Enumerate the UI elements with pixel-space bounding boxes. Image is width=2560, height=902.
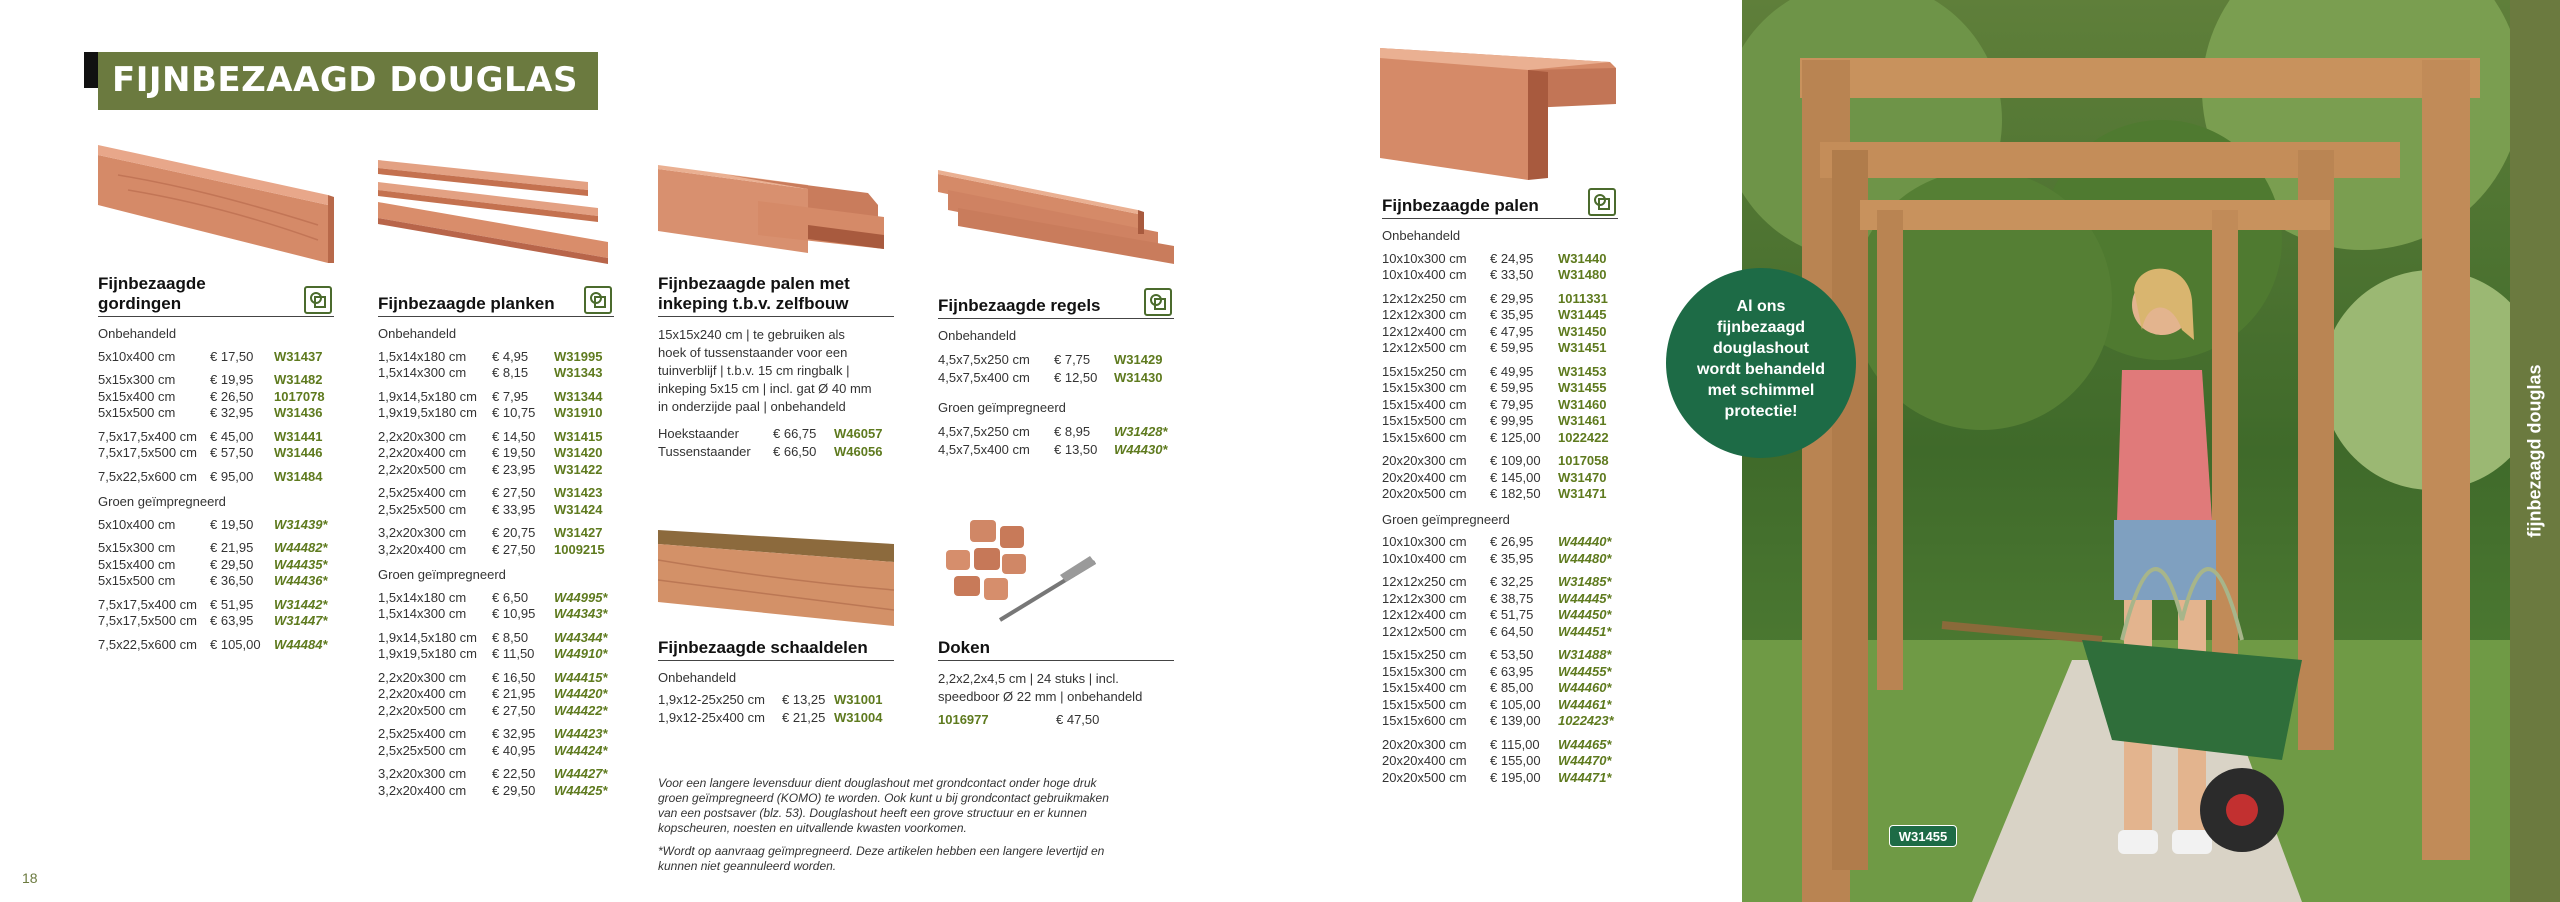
fsc-certified-icon [1144,288,1172,316]
article-number-cell: W31995 [554,348,603,364]
gordingen-image [98,145,334,265]
price-cell: € 13,25 [782,692,826,707]
article-number-cell: W31461 [1558,413,1607,428]
article-number-cell: W44482* [274,540,328,555]
doken-image [940,520,1100,630]
palen-image [1380,48,1616,180]
size-cell: 4,5x7,5x250 cm [938,424,1030,439]
article-number-cell: W44422* [554,702,608,718]
article-number-cell: W44471* [1558,769,1612,785]
size-cell: 5x15x400 cm [98,556,176,572]
side-label: fijnbezaagd douglas [2524,364,2545,538]
article-number-cell: W44461* [1558,696,1612,712]
article-number-cell: W31445 [1558,307,1607,322]
article-number-cell: W46057 [834,426,883,441]
gordingen-title-rule [98,316,334,317]
size-cell: 1,9x19,5x180 cm [378,646,478,661]
size-cell: 10x10x300 cm [1382,534,1467,549]
price-cell: € 26,95 [1490,534,1534,549]
size-cell: 15x15x300 cm [1382,380,1467,395]
size-cell: 2,5x25x400 cm [378,485,467,500]
badge-line: wordt behandeld [1697,361,1825,378]
price-cell: € 35,95 [1490,307,1534,322]
doken-description: 2,2x2,2x4,5 cm | 24 stuks | incl. [938,671,1119,686]
article-number-cell: W31471 [1558,486,1607,501]
palen-section-label: Groen geïmpregneerd [1382,511,1510,527]
price-cell: € 53,50 [1490,647,1534,662]
price-cell: € 33,95 [492,501,536,517]
size-cell: 2,5x25x500 cm [378,501,467,517]
size-cell: 20x20x300 cm [1382,736,1467,752]
price-cell: € 32,95 [210,405,254,420]
regels-image [938,170,1174,266]
inkeping-title-rule [658,316,894,317]
price-cell: € 16,50 [492,669,536,685]
palen-title: Fijnbezaagde palen [1382,196,1539,215]
schaaldelen-title: Fijnbezaagde schaaldelen [658,638,868,657]
size-cell: 3,2x20x400 cm [378,541,467,557]
treatment-badge-text [1666,296,1856,422]
size-cell: 7,5x17,5x500 cm [98,613,198,628]
size-cell: 1,5x14x300 cm [378,365,467,380]
gordingen-section-label: Onbehandeld [98,326,177,341]
article-number-cell: W44445* [1558,590,1612,606]
size-cell: 1,9x19,5x180 cm [378,405,478,420]
article-number-cell: W46056 [834,444,883,459]
size-cell: 1,5x14x180 cm [378,589,467,605]
article-number-cell: W44436* [274,573,328,588]
size-cell: 5x15x500 cm [98,405,176,420]
size-cell: 12x12x250 cm [1382,574,1467,589]
price-cell: € 11,50 [492,646,535,661]
size-cell: 12x12x300 cm [1382,307,1467,322]
article-number-cell: 1022423* [1558,713,1614,728]
article-number-cell: 1017078 [274,388,325,404]
size-cell: 7,5x17,5x400 cm [98,596,198,612]
article-number-cell: W31415 [554,428,603,444]
size-cell: 15x15x250 cm [1382,647,1467,662]
article-number-cell: W44460* [1558,680,1612,695]
article-number-cell: W31439* [274,516,328,532]
price-cell: € 26,50 [210,388,254,404]
size-cell: 4,5x7,5x250 cm [938,352,1030,367]
care-note-line: Voor een langere levensduur dient douglashout met grondcontact onder hoge druk [658,776,1097,790]
gordingen-title: Fijnbezaagde [98,274,206,293]
price-cell: € 51,75 [1490,607,1534,622]
size-cell: 2,2x20x500 cm [378,702,467,718]
price-cell: € 59,95 [1490,380,1534,395]
size-cell: 1,5x14x300 cm [378,606,467,621]
article-number-cell: W31441 [274,428,323,444]
care-note [658,776,1198,836]
price-cell: € 109,00 [1490,453,1541,468]
size-cell: 12x12x500 cm [1382,623,1467,639]
inkeping-image [658,165,884,257]
size-cell: 12x12x500 cm [1382,340,1467,355]
size-cell: 5x10x400 cm [98,348,176,364]
price-cell: € 6,50 [492,589,529,605]
size-cell: 2,2x20x400 cm [378,445,467,460]
price-cell: € 63,95 [210,613,254,628]
palen-title-rule [1382,218,1618,219]
palen-section-label: Onbehandeld [1382,228,1461,243]
price-cell: € 32,25 [1490,574,1534,589]
price-cell: € 14,50 [492,428,536,444]
article-number-cell: W31453 [1558,363,1607,379]
price-cell: € 19,50 [492,445,536,460]
article-number-cell: W31446 [274,445,323,460]
price-cell: € 49,95 [1490,363,1534,379]
size-cell: 1,5x14x180 cm [378,348,467,364]
article-number-cell: W44465* [1558,736,1612,752]
size-cell: 12x12x400 cm [1382,323,1467,339]
article-number-cell: 1022422 [1558,429,1609,445]
doken-description: speedboor Ø 22 mm | onbehandeld [938,689,1143,704]
size-cell: 20x20x400 cm [1382,469,1467,485]
size-cell: 15x15x400 cm [1382,396,1467,412]
size-cell: 7,5x22,5x600 cm [98,636,198,652]
planken-title: Fijnbezaagde planken [378,294,555,313]
size-cell: 7,5x17,5x400 cm [98,428,198,444]
article-number-cell: W44420* [554,686,608,701]
size-cell: 15x15x400 cm [1382,680,1467,695]
price-cell: € 10,75 [492,405,536,420]
badge-line: protectie! [1724,403,1798,420]
article-number-cell: W44424* [554,742,608,758]
price-cell: € 40,95 [492,742,536,758]
article-number-cell: W31484 [274,468,323,484]
article-number-cell: W31910 [554,405,603,420]
schaaldelen-title-rule [658,660,894,661]
inkeping-description: 15x15x240 cm | te gebruiken als [658,327,845,342]
price-cell: € 79,95 [1490,396,1534,412]
fsc-certified-icon [304,286,332,314]
price-cell: € 29,50 [210,556,254,572]
article-number-cell: 1016977 [938,712,989,727]
article-number-cell: W31488* [1558,647,1612,662]
article-number-cell: W31422 [554,461,603,477]
care-note-line: van een postsaver (blz. 53). Douglashout heeft een grove structuur en er kunnen [658,806,1087,820]
price-cell: € 8,95 [1054,424,1091,439]
article-number-cell: W44455* [1558,663,1612,679]
price-cell: € 4,95 [492,348,529,364]
badge-line: fijnbezaagd [1716,319,1805,336]
size-cell: 4,5x7,5x400 cm [938,370,1030,385]
size-cell: 3,2x20x300 cm [378,766,467,781]
schaaldelen-image [658,530,894,634]
size-cell: 2,2x20x400 cm [378,686,467,701]
size-cell: 20x20x400 cm [1382,753,1467,768]
gordingen-title: gordingen [98,294,182,313]
price-cell: € 95,00 [210,468,254,484]
article-number-cell: W31001 [834,692,883,707]
article-number-cell: W31428* [1114,424,1168,439]
price-cell: € 20,75 [492,525,536,540]
price-cell: € 57,50 [210,445,254,460]
care-note-line: groen geïmpregneerd (KOMO) te worden. Ook kunt u bij grondcontact gebruikmaken [658,791,1109,805]
planken-section-label: Groen geïmpregneerd [378,567,506,582]
price-cell: € 32,95 [492,726,536,741]
article-number-cell: 1011331 [1558,290,1608,306]
article-number-cell: W31451 [1558,340,1607,355]
article-number-cell: W44425* [554,782,608,798]
price-cell: € 13,50 [1054,442,1098,457]
price-cell: € 63,95 [1490,663,1534,679]
price-cell: € 8,15 [492,365,529,380]
size-cell: 2,5x25x500 cm [378,742,467,758]
size-cell: 5x15x300 cm [98,540,176,555]
article-number-cell: W44484* [274,636,328,652]
size-cell: 10x10x400 cm [1382,550,1467,566]
price-cell: € 24,95 [1490,250,1534,266]
size-cell: 15x15x600 cm [1382,429,1467,445]
price-cell: € 7,95 [492,388,529,404]
regels-title-rule [938,318,1174,319]
size-cell: 15x15x250 cm [1382,363,1467,379]
price-cell: € 195,00 [1490,769,1541,785]
size-cell: 12x12x250 cm [1382,290,1467,306]
size-cell: 2,2x20x300 cm [378,428,467,444]
size-cell: 5x10x400 cm [98,516,176,532]
size-cell: 1,9x14,5x180 cm [378,629,478,645]
photo-article-tag: W31455 [1889,825,1957,847]
article-number-cell: W31436 [274,405,323,420]
article-number-cell: W31482 [274,372,323,387]
size-cell: 15x15x500 cm [1382,413,1467,428]
regels-section-label: Groen geïmpregneerd [938,400,1066,415]
price-cell: € 35,95 [1490,550,1534,566]
order-note-line: kunnen niet geannuleerd worden. [658,859,837,873]
size-cell: 7,5x17,5x500 cm [98,445,198,460]
article-number-cell: W31429 [1114,352,1163,367]
article-number-cell: W31427 [554,525,603,540]
article-number-cell: W31460 [1558,396,1607,412]
order-note-line: *Wordt op aanvraag geïmpregneerd. Deze artikelen hebben een langere levertijd en [658,844,1105,858]
article-number-cell: W44427* [554,766,608,781]
article-number-cell: W44480* [1558,550,1612,566]
size-cell: 1,9x12-25x400 cm [658,710,765,725]
article-number-cell: W31447* [274,613,328,628]
size-cell: 1,9x12-25x250 cm [658,692,765,707]
price-cell: € 155,00 [1490,753,1541,768]
price-cell: € 38,75 [1490,590,1534,606]
size-cell: 12x12x300 cm [1382,590,1467,606]
size-cell: 20x20x500 cm [1382,486,1467,501]
article-number-cell: W31004 [834,710,883,725]
badge-line: douglashout [1713,340,1809,357]
article-number-cell: W31343 [554,365,603,380]
size-cell: 12x12x400 cm [1382,607,1467,622]
size-cell: 2,2x20x500 cm [378,461,467,477]
article-number-cell: W44344* [554,629,608,645]
price-cell: € 19,50 [210,516,254,532]
article-number-cell: W44343* [554,606,608,621]
schaaldelen-section-label: Onbehandeld [658,670,737,685]
regels-title: Fijnbezaagde regels [938,296,1101,315]
price-cell: € 145,00 [1490,469,1541,485]
page-title: FIJNBEZAAGD DOUGLAS [112,60,578,100]
inkeping-description: hoek of tussenstaander voor een [658,345,848,360]
article-number-cell: W44415* [554,669,608,685]
inkeping-title: Fijnbezaagde palen met [658,274,850,293]
article-number-cell: W31430 [1114,370,1163,385]
price-cell: € 17,50 [210,348,254,364]
size-cell: Tussenstaander [658,444,751,459]
article-number-cell: W31424 [554,501,603,517]
price-cell: € 59,95 [1490,340,1534,355]
planken-title-rule [378,316,614,317]
price-cell: € 36,50 [210,573,254,588]
price-cell: € 182,50 [1490,486,1541,501]
article-number-cell: 1009215 [554,541,605,557]
regels-section-label: Onbehandeld [938,328,1017,343]
article-number-cell: W44910* [554,646,608,661]
price-cell: € 19,95 [210,372,254,387]
badge-line: met schimmel [1707,382,1815,399]
article-number-cell: W31437 [274,348,323,364]
size-cell: 7,5x22,5x600 cm [98,468,198,484]
garden-photo [1742,0,2510,902]
size-cell: 5x15x400 cm [98,388,176,404]
order-note [658,844,1198,874]
price-cell: € 27,50 [492,485,536,500]
size-cell: 20x20x500 cm [1382,769,1467,785]
article-number-cell: W44450* [1558,607,1612,622]
price-cell: € 27,50 [492,541,536,557]
price-cell: € 27,50 [492,702,536,718]
price-cell: € 23,95 [492,461,536,477]
size-cell: 3,2x20x400 cm [378,782,467,798]
price-cell: € 99,95 [1490,413,1534,428]
price-cell: € 51,95 [210,596,254,612]
size-cell: 15x15x600 cm [1382,713,1467,728]
article-number-cell: W44440* [1558,534,1612,549]
inkeping-description: tuinverblijf | t.b.v. 15 cm ringbalk | [658,363,850,378]
price-cell: € 105,00 [1490,696,1541,712]
price-cell: € 66,75 [773,426,817,441]
size-cell: 5x15x300 cm [98,372,176,387]
article-number-cell: W44423* [554,726,608,741]
price-cell: € 105,00 [210,636,261,652]
article-number-cell: W31480 [1558,267,1607,282]
inkeping-description: in onderzijde paal | onbehandeld [658,399,846,414]
price-cell: € 85,00 [1490,680,1534,695]
size-cell: 15x15x500 cm [1382,696,1467,712]
planken-image [378,160,610,270]
article-number-cell: W31455 [1558,380,1607,395]
size-cell: 1,9x14,5x180 cm [378,388,478,404]
price-cell: € 47,95 [1490,323,1534,339]
size-cell: 2,2x20x300 cm [378,669,467,685]
price-cell: € 7,75 [1054,352,1091,367]
price-cell: € 139,00 [1490,713,1541,728]
size-cell: 3,2x20x300 cm [378,525,467,540]
article-number-cell: W31440 [1558,250,1607,266]
price-cell: € 29,50 [492,782,536,798]
size-cell: 10x10x400 cm [1382,267,1467,282]
size-cell: Hoekstaander [658,426,739,441]
fsc-certified-icon [584,286,612,314]
page-title-banner [84,52,598,110]
article-number-cell: W44451* [1558,623,1612,639]
article-number-cell: W31485* [1558,574,1612,589]
care-note-line: kopscheuren, noesten en uitvallende kwasten voorkomen. [658,821,967,835]
article-number-cell: 1017058 [1558,453,1609,468]
article-number-cell: W44995* [554,589,608,605]
price-cell: € 47,50 [1056,712,1100,727]
article-number-cell: W31442* [274,596,328,612]
article-number-cell: W44435* [274,556,328,572]
article-number-cell: W31420 [554,445,603,460]
planken-section-label: Onbehandeld [378,326,457,341]
page-number-left: 18 [22,870,38,886]
article-number-cell: W31423 [554,485,603,500]
inkeping-description: inkeping 5x15 cm | incl. gat Ø 40 mm [658,381,872,396]
price-cell: € 12,50 [1054,370,1098,385]
doken-title: Doken [938,638,990,657]
doken-title-rule [938,660,1174,661]
article-number-cell: W44470* [1558,753,1612,768]
price-cell: € 21,95 [492,686,536,701]
price-cell: € 22,50 [492,766,536,781]
price-cell: € 45,00 [210,428,254,444]
title-accent-bar [84,52,98,88]
price-cell: € 21,95 [210,540,254,555]
price-cell: € 64,50 [1490,623,1534,639]
size-cell: 4,5x7,5x400 cm [938,442,1030,457]
article-number-cell: W31450 [1558,323,1607,339]
article-number-cell: W31344 [554,388,603,404]
price-cell: € 29,95 [1490,290,1534,306]
size-cell: 20x20x300 cm [1382,453,1467,468]
price-cell: € 125,00 [1490,429,1541,445]
article-number-cell: W44430* [1114,442,1168,457]
size-cell: 2,5x25x400 cm [378,726,467,741]
price-cell: € 10,95 [492,606,536,621]
price-cell: € 115,00 [1490,736,1540,752]
inkeping-title: inkeping t.b.v. zelfbouw [658,294,849,313]
size-cell: 10x10x300 cm [1382,250,1467,266]
price-cell: € 66,50 [773,444,817,459]
price-cell: € 21,25 [782,710,826,725]
price-cell: € 33,50 [1490,267,1534,282]
size-cell: 5x15x500 cm [98,573,176,588]
gordingen-section-label: Groen geïmpregneerd [98,494,226,509]
badge-line: Al ons [1736,298,1786,315]
article-number-cell: W31470 [1558,469,1607,485]
fsc-certified-icon [1588,188,1616,216]
price-cell: € 8,50 [492,629,529,645]
size-cell: 15x15x300 cm [1382,663,1467,679]
